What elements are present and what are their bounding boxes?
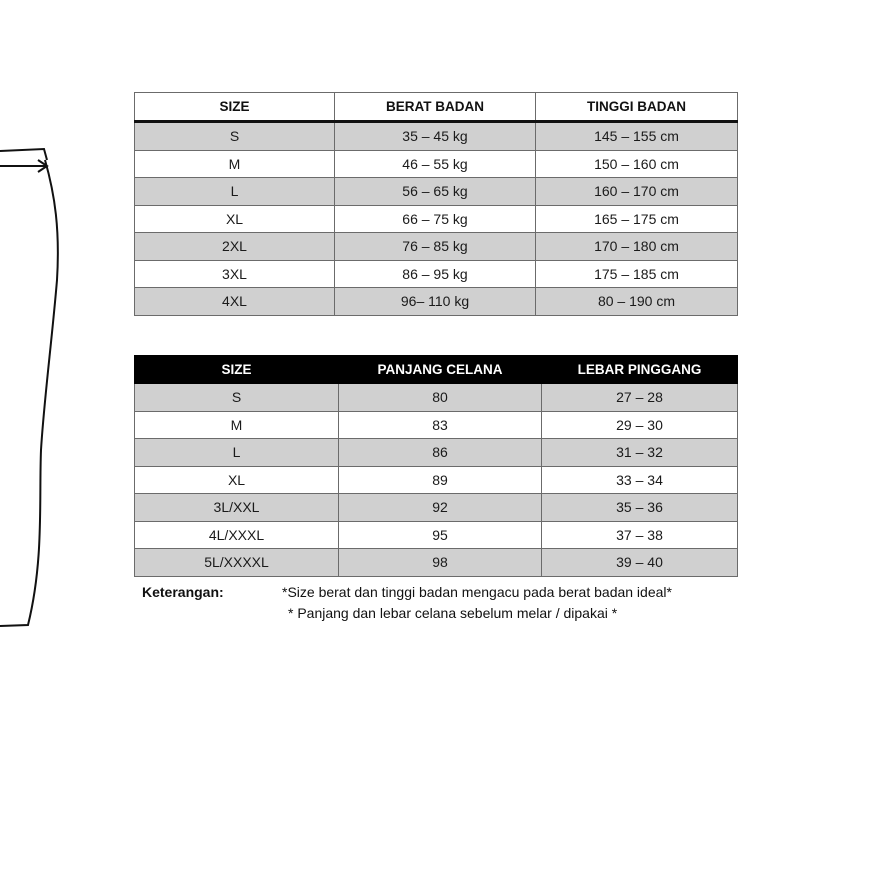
cell-panjang: 83 (339, 411, 542, 439)
header-panjang-celana: PANJANG CELANA (339, 356, 542, 384)
cell-size: XL (135, 205, 335, 233)
note-line-2: * Panjang dan lebar celana sebelum melar / dipakai * (288, 605, 618, 621)
cell-berat: 86 – 95 kg (335, 260, 536, 288)
header-size: SIZE (135, 93, 335, 122)
cell-size: 5L/XXXXL (135, 549, 339, 577)
cell-tinggi: 150 – 160 cm (536, 150, 738, 178)
table-row (135, 233, 738, 261)
cell-panjang: 86 (339, 439, 542, 467)
table-row (135, 288, 738, 316)
table-row (135, 178, 738, 206)
cell-tinggi: 145 – 155 cm (536, 122, 738, 151)
cell-size: L (135, 439, 339, 467)
cell-panjang: 89 (339, 466, 542, 494)
cell-size: 2XL (135, 233, 335, 261)
cell-lebar: 27 – 28 (542, 384, 738, 412)
cell-panjang: 92 (339, 494, 542, 522)
cell-tinggi: 160 – 170 cm (536, 178, 738, 206)
waist-measure-arrow-icon (0, 160, 47, 172)
cell-size: L (135, 178, 335, 206)
cell-panjang: 95 (339, 521, 542, 549)
cell-size: 4XL (135, 288, 335, 316)
note-line-1: *Size berat dan tinggi badan mengacu pada berat badan ideal* (282, 584, 672, 600)
table-row (135, 150, 738, 178)
cell-size: 3XL (135, 260, 335, 288)
cell-berat: 96– 110 kg (335, 288, 536, 316)
cell-berat: 76 – 85 kg (335, 233, 536, 261)
cell-tinggi: 175 – 185 cm (536, 260, 738, 288)
cell-lebar: 37 – 38 (542, 521, 738, 549)
cell-berat: 66 – 75 kg (335, 205, 536, 233)
table-header-row (135, 356, 738, 384)
table-row (135, 521, 738, 549)
table-row (135, 411, 738, 439)
cell-panjang: 98 (339, 549, 542, 577)
header-size: SIZE (135, 356, 339, 384)
table-row (135, 384, 738, 412)
table-row (135, 494, 738, 522)
cell-berat: 46 – 55 kg (335, 150, 536, 178)
cell-size: S (135, 384, 339, 412)
header-berat-badan: BERAT BADAN (335, 93, 536, 122)
header-lebar-pinggang: LEBAR PINGGANG (542, 356, 738, 384)
cell-size: M (135, 150, 335, 178)
cell-lebar: 33 – 34 (542, 466, 738, 494)
cell-size: M (135, 411, 339, 439)
table-header-row (135, 93, 738, 122)
pant-size-table (134, 355, 738, 577)
notes-label: Keterangan: (142, 584, 224, 600)
cell-lebar: 39 – 40 (542, 549, 738, 577)
cell-panjang: 80 (339, 384, 542, 412)
table-row (135, 122, 738, 151)
table-row (135, 205, 738, 233)
pants-outline-icon (0, 0, 80, 640)
cell-lebar: 29 – 30 (542, 411, 738, 439)
cell-berat: 35 – 45 kg (335, 122, 536, 151)
table-row (135, 466, 738, 494)
table-row (135, 549, 738, 577)
cell-tinggi: 80 – 190 cm (536, 288, 738, 316)
cell-berat: 56 – 65 kg (335, 178, 536, 206)
cell-size: XL (135, 466, 339, 494)
header-tinggi-badan: TINGGI BADAN (536, 93, 738, 122)
table-row (135, 260, 738, 288)
cell-lebar: 35 – 36 (542, 494, 738, 522)
cell-tinggi: 165 – 175 cm (536, 205, 738, 233)
cell-size: 3L/XXL (135, 494, 339, 522)
table-row (135, 439, 738, 467)
cell-size: 4L/XXXL (135, 521, 339, 549)
body-size-table (134, 92, 738, 316)
cell-lebar: 31 – 32 (542, 439, 738, 467)
cell-tinggi: 170 – 180 cm (536, 233, 738, 261)
cell-size: S (135, 122, 335, 151)
